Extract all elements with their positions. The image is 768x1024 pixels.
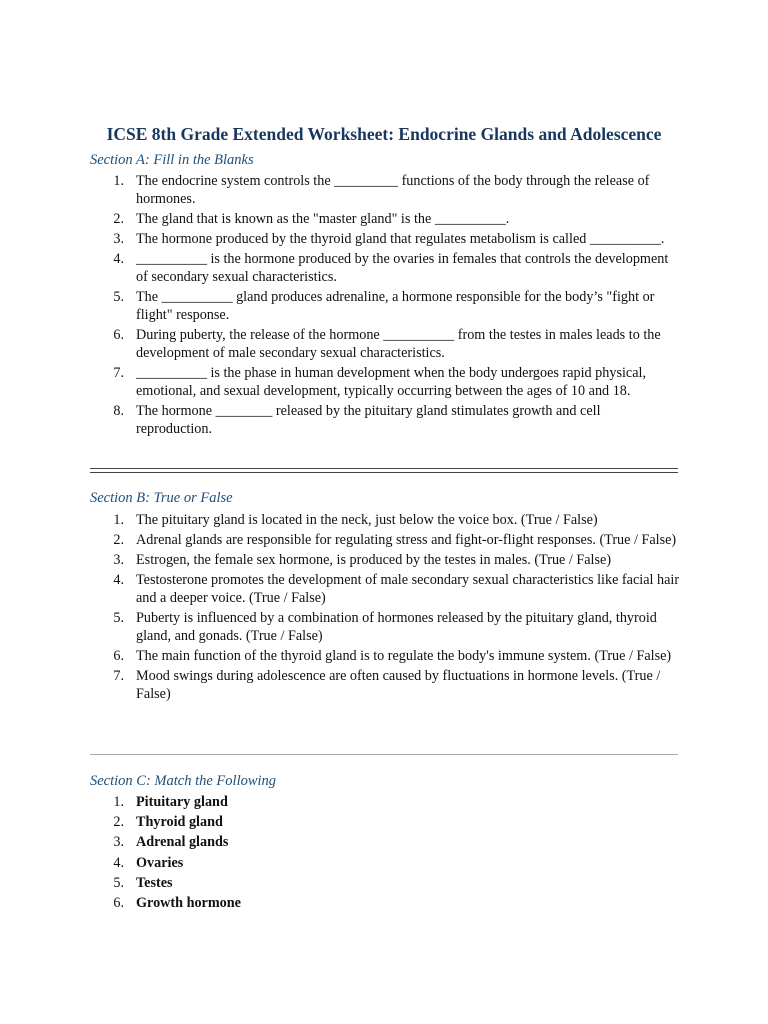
item-number: 3. — [113, 231, 124, 247]
item-number: 7. — [113, 668, 124, 684]
item-text: __________ is the hormone produced by the ovaries in females that controls the development of secondary sexual characteristics. — [136, 251, 669, 285]
item-text: The gland that is known as the "master gland" is the __________. — [136, 211, 510, 227]
list-item — [90, 854, 680, 872]
list-item — [90, 609, 680, 645]
item-number: 4. — [113, 251, 124, 267]
item-number: 6. — [113, 894, 124, 911]
item-number: 2. — [113, 532, 124, 548]
list-item — [90, 250, 680, 286]
item-text: During puberty, the release of the hormone __________ from the testes in males leads to the development of male secondary sexual characteristics. — [136, 327, 661, 361]
item-text: Adrenal glands are responsible for regulating stress and fight-or-flight responses. (True / False) — [136, 532, 677, 548]
item-number: 7. — [113, 365, 124, 381]
section-c-list — [90, 793, 680, 914]
page-title: ICSE 8th Grade Extended Worksheet: Endocrine Glands and Adolescence — [106, 124, 662, 144]
list-item — [90, 288, 680, 324]
list-item — [90, 874, 680, 892]
list-item — [90, 172, 680, 208]
item-number: 2. — [113, 211, 124, 227]
item-text: The endocrine system controls the _________ functions of the body through the release of hormones. — [136, 173, 650, 207]
list-item — [90, 667, 680, 703]
section-a-heading: Section A: Fill in the Blanks — [90, 152, 254, 168]
item-number: 5. — [113, 289, 124, 305]
section-b-list — [90, 511, 680, 705]
list-item — [90, 511, 680, 529]
section-b-heading: Section B: True or False — [90, 490, 233, 506]
section-divider — [90, 754, 678, 755]
item-text: Adrenal glands — [136, 834, 229, 851]
item-text: Growth hormone — [136, 894, 241, 911]
item-number: 1. — [113, 173, 124, 189]
item-text: The hormone produced by the thyroid gland that regulates metabolism is called __________. — [136, 231, 665, 247]
list-item — [90, 647, 680, 665]
item-text: Puberty is influenced by a combination of hormones released by the pituitary gland, thyroid gland, and gonads. (True / False) — [136, 610, 657, 644]
item-number: 5. — [113, 874, 124, 891]
item-number: 4. — [113, 854, 124, 871]
item-text: __________ is the phase in human development when the body undergoes rapid physical, emotional, and sexual development, typically occurring between the ages of 10 and 18. — [136, 365, 646, 399]
item-number: 6. — [113, 648, 124, 664]
item-number: 8. — [113, 403, 124, 419]
item-text: Pituitary gland — [136, 794, 228, 810]
list-item — [90, 402, 680, 438]
item-number: 6. — [113, 327, 124, 343]
item-text: Mood swings during adolescence are often caused by fluctuations in hormone levels. (True / False) — [136, 668, 661, 702]
list-item — [90, 210, 680, 228]
item-text: Testes — [136, 874, 173, 891]
list-item — [90, 531, 680, 549]
item-number: 1. — [113, 512, 124, 528]
item-number: 3. — [113, 834, 124, 851]
item-text: Thyroid gland — [136, 814, 223, 831]
item-number: 1. — [113, 794, 124, 810]
item-text: The hormone ________ released by the pituitary gland stimulates growth and cell reproduction. — [136, 403, 601, 437]
list-item — [90, 230, 680, 248]
item-number: 4. — [113, 572, 124, 588]
list-item — [90, 551, 680, 569]
section-c-heading: Section C: Match the Following — [90, 773, 277, 789]
list-item — [90, 833, 680, 851]
item-text: Estrogen, the female sex hormone, is produced by the testes in males. (True / False) — [136, 552, 612, 568]
section-a-list — [90, 172, 680, 440]
list-item — [90, 326, 680, 362]
list-item — [90, 813, 680, 831]
item-number: 3. — [113, 552, 124, 568]
item-text: Ovaries — [136, 854, 184, 871]
item-text: The pituitary gland is located in the neck, just below the voice box. (True / False) — [136, 512, 598, 528]
list-item — [90, 894, 680, 912]
item-text: The __________ gland produces adrenaline, a hormone responsible for the body’s "fight or flight" response. — [136, 289, 655, 323]
section-divider-double — [90, 468, 678, 473]
item-text: The main function of the thyroid gland is to regulate the body's immune system. (True / False) — [136, 648, 672, 664]
item-text: Testosterone promotes the development of male secondary sexual characteristics like facial hair and a deeper voice. (True / False) — [136, 572, 680, 606]
list-item — [90, 571, 680, 607]
list-item — [90, 793, 680, 811]
item-number: 2. — [113, 814, 124, 831]
item-number: 5. — [113, 610, 124, 626]
list-item — [90, 364, 680, 400]
